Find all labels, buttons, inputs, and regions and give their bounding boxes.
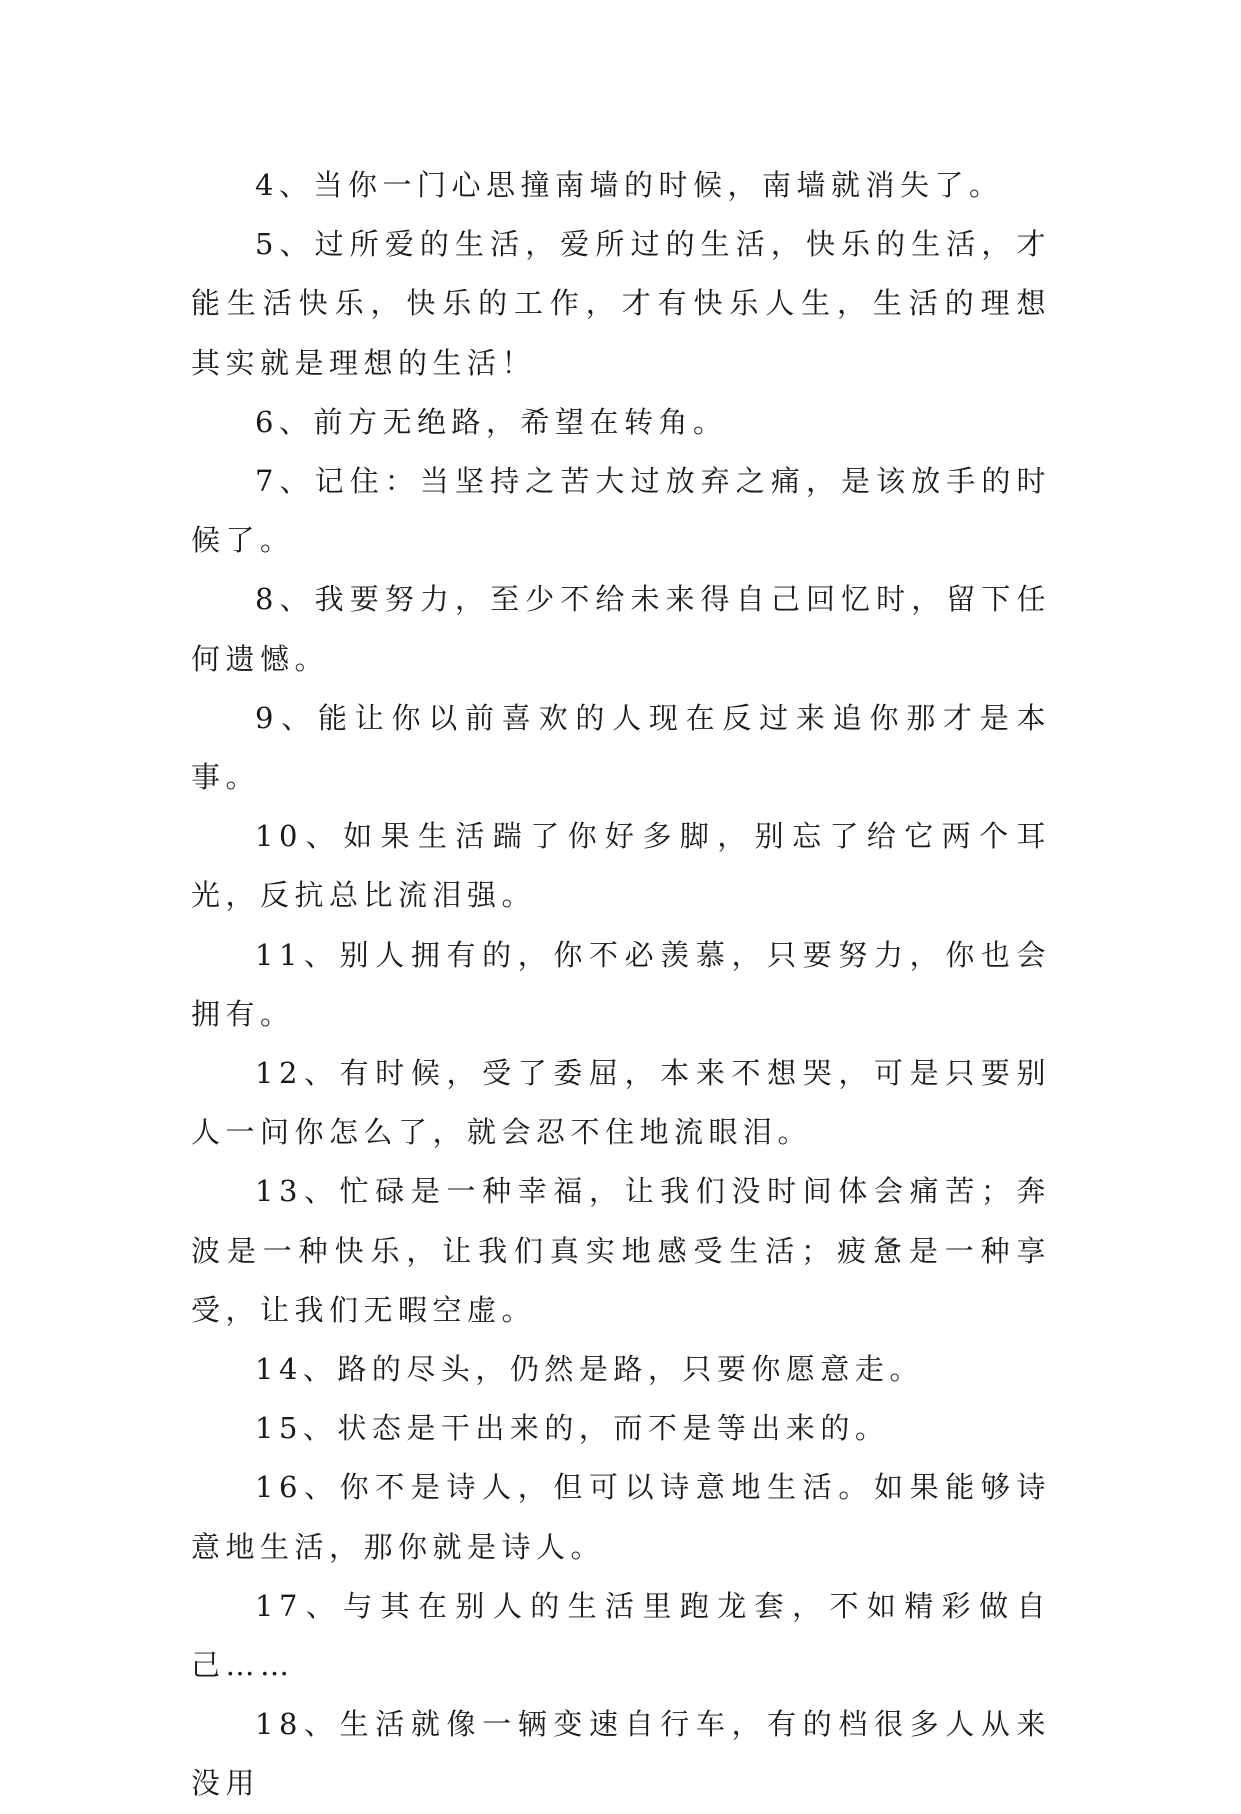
paragraph-12: 12、有时候，受了委屈，本来不想哭，可是只要别人一问你怎么了，就会忍不住地流眼泪。	[191, 1056, 1051, 1150]
paragraph-17: 17、与其在别人的生活里跑龙套，不如精彩做自己……	[191, 1588, 1051, 1683]
paragraph-16: 16、你不是诗人，但可以诗意地生活。如果能够诗意地生活，那你就是诗人。	[191, 1470, 1051, 1564]
paragraph-7: 7、记住：当坚持之苦大过放弃之痛，是该放手的时候了。	[191, 464, 1051, 558]
paragraph-13: 13、忙碌是一种幸福，让我们没时间体会痛苦；奔波是一种快乐，让我们真实地感受生活；疲惫是一种享受，让我们无暇空虚。	[191, 1174, 1051, 1327]
paragraph-6: 6、前方无绝路，希望在转角。	[255, 404, 728, 439]
document-body	[191, 156, 1051, 1814]
paragraph-14: 14、路的尽头，仍然是路，只要你愿意走。	[255, 1352, 924, 1387]
paragraph-8: 8、我要努力，至少不给未来得自己回忆时，留下任何遗憾。	[191, 582, 1051, 676]
paragraph-9: 9、能让你以前喜欢的人现在反过来追你那才是本事。	[191, 700, 1051, 795]
paragraph-11: 11、别人拥有的，你不必羡慕，只要努力，你也会拥有。	[191, 937, 1051, 1031]
paragraph-5: 5、过所爱的生活，爱所过的生活，快乐的生活，才能生活快乐，快乐的工作，才有快乐人生，生活的理想其实就是理想的生活！	[191, 227, 1051, 380]
paragraph-18: 18、生活就像一辆变速自行车，有的档很多人从来没用	[191, 1707, 1051, 1801]
paragraph-10: 10、如果生活踹了你好多脚，别忘了给它两个耳光，反抗总比流泪强。	[191, 819, 1051, 913]
paragraph-15: 15、状态是干出来的，而不是等出来的。	[255, 1411, 890, 1446]
paragraph-4: 4、当你一门心思撞南墙的时候，南墙就消失了。	[255, 168, 1004, 202]
